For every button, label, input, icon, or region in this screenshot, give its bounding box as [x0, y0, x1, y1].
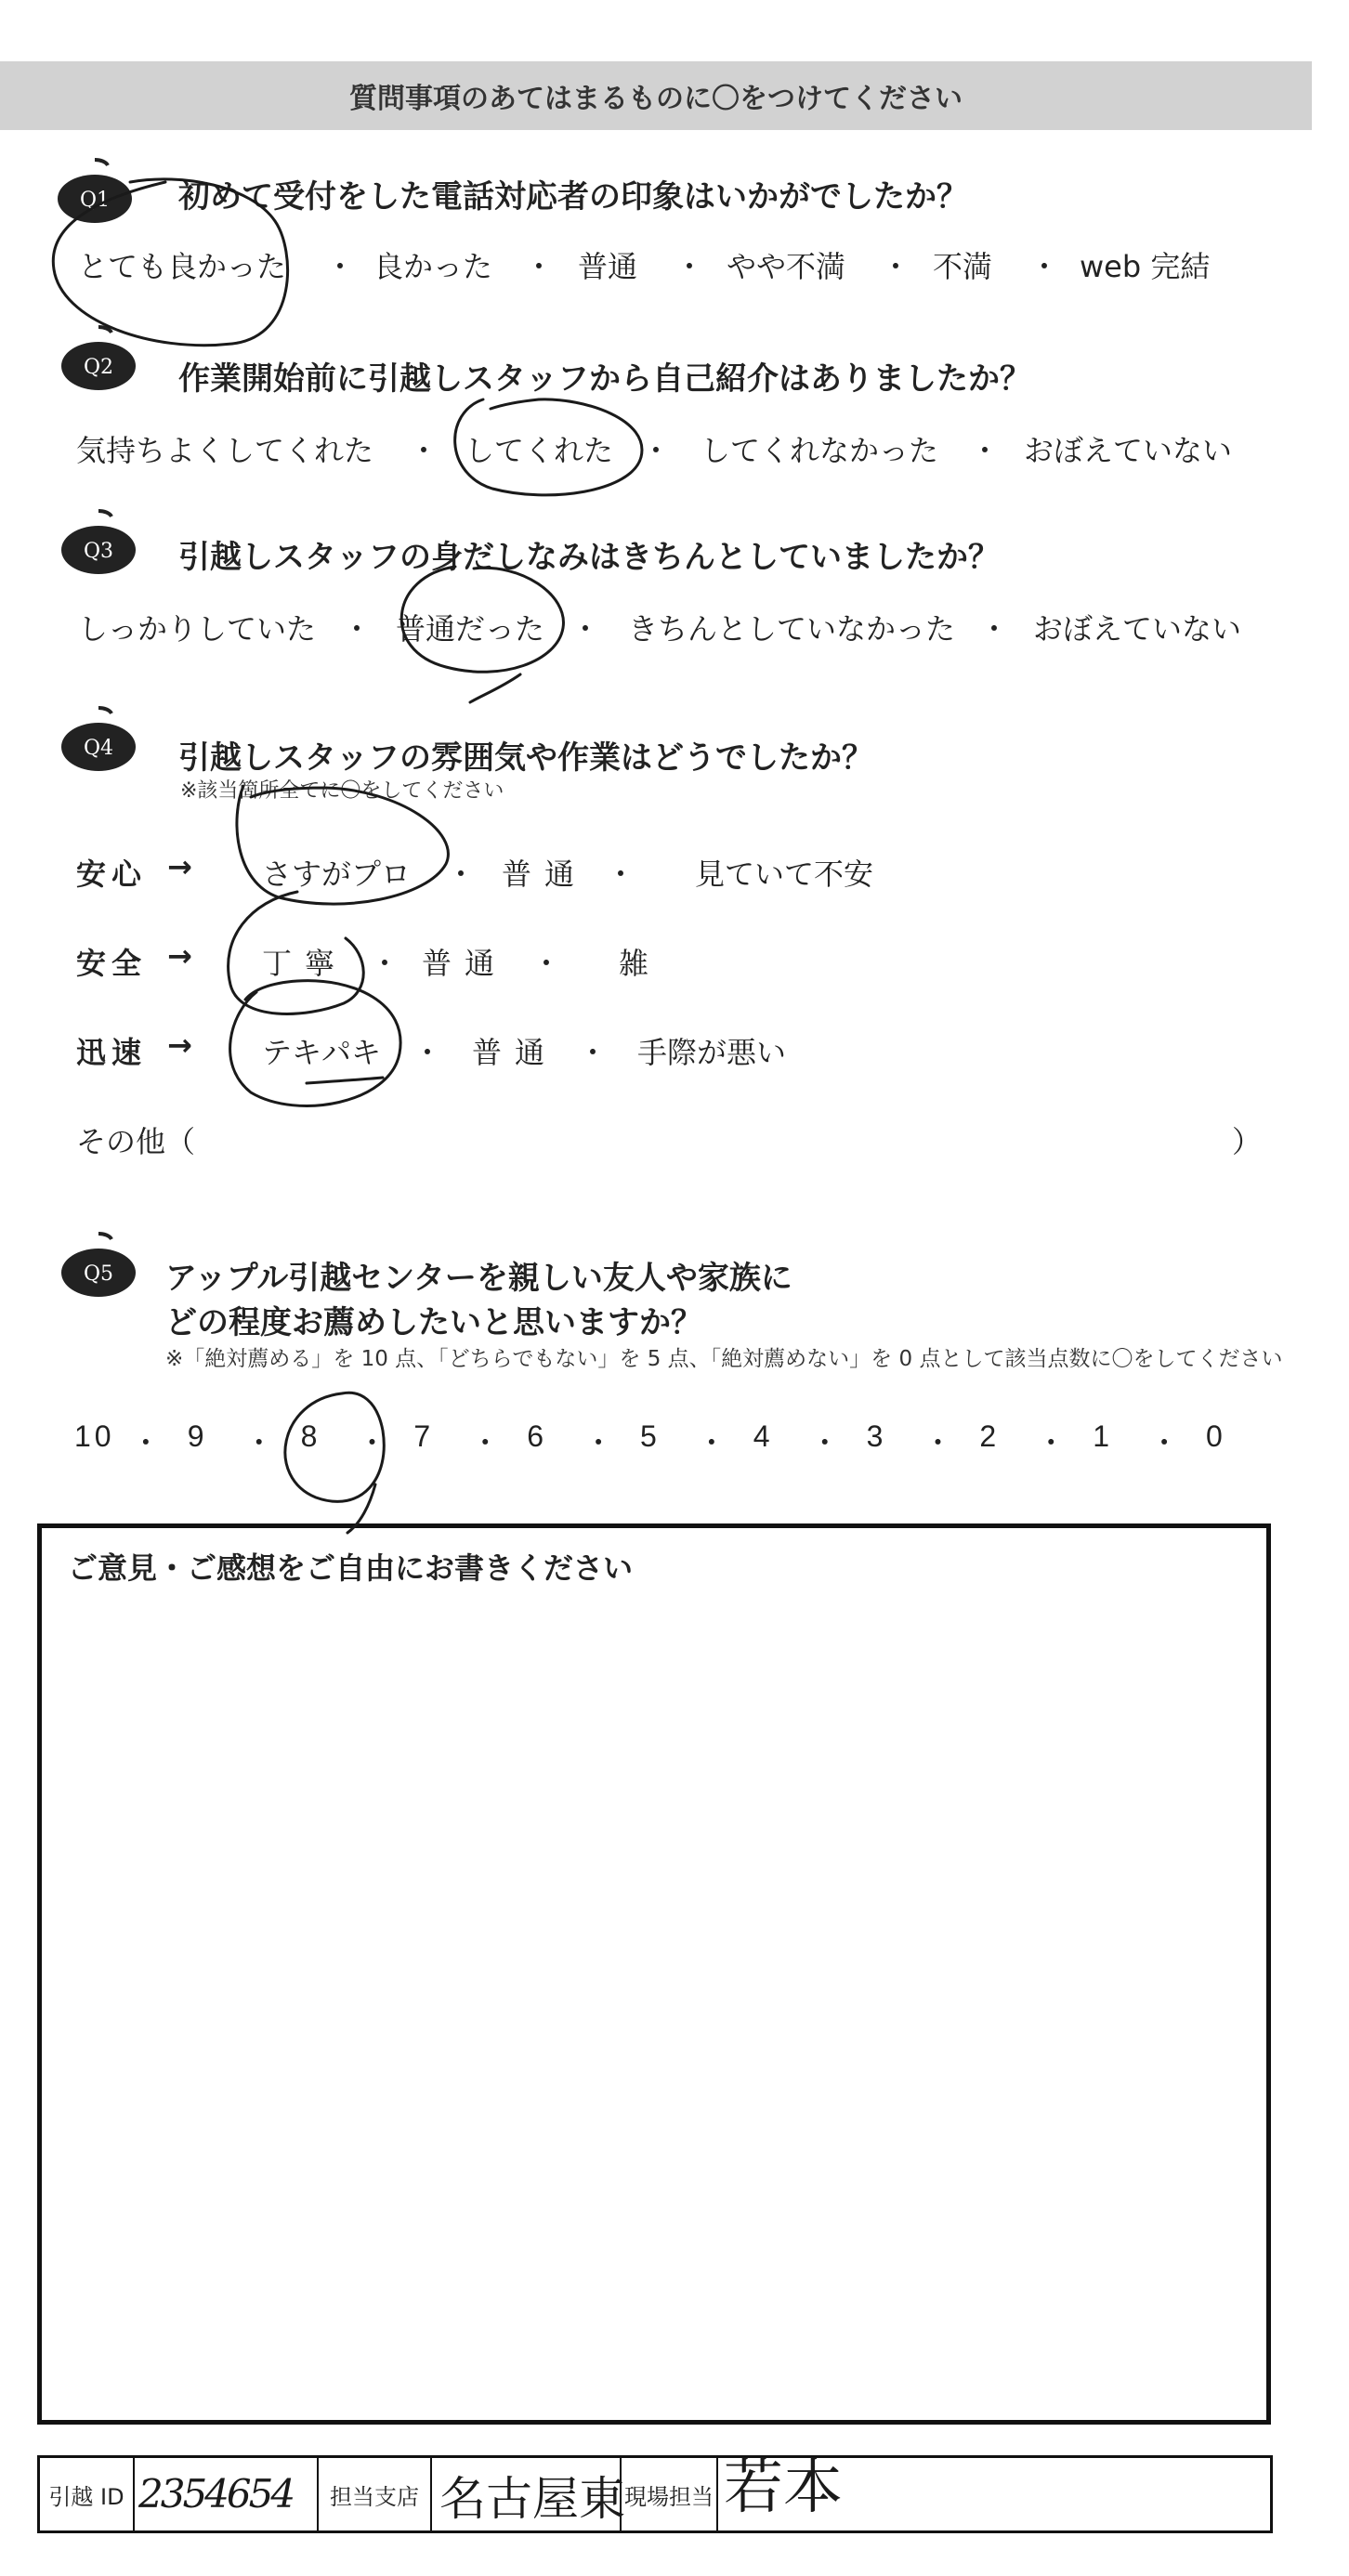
q5-score-6[interactable]: 6: [527, 1419, 547, 1453]
q3-option-3[interactable]: きちんとしていなかった: [628, 611, 956, 647]
q4-row-label-anshin: 安心: [76, 856, 148, 892]
survey-header: [0, 61, 1312, 130]
q5-note: ※「絶対薦める」を 10 点、「どちらでもない」を 5 点、「絶対薦めない」を 0 点として該当点数に〇をしてください: [165, 1347, 1283, 1371]
separator-dot: ・: [696, 1425, 727, 1460]
separator-dot: ・: [325, 249, 356, 284]
q4-badge-icon: [58, 706, 139, 773]
q5-score-0[interactable]: 0: [1206, 1419, 1226, 1453]
staff-value-cell[interactable]: [718, 2453, 1270, 2530]
move-id-value: 2354654: [138, 2471, 294, 2517]
separator-dot: ・: [674, 249, 705, 284]
arrow-right-icon: →: [167, 849, 198, 884]
q5-selection-circle: [285, 1393, 384, 1533]
separator-dot: ・: [524, 249, 555, 284]
q1-badge-icon: [54, 158, 136, 225]
q4-row-label-anzen: 安全: [76, 946, 148, 981]
q2-option-4[interactable]: おぼえていない: [1024, 433, 1233, 468]
q5-score-10[interactable]: 10: [74, 1419, 115, 1453]
move-id-label: 引越 ID: [40, 2458, 135, 2530]
q4-row3-option-1[interactable]: テキパキ: [262, 1035, 382, 1070]
footer-info-table: [37, 2455, 1273, 2533]
q4-other-close: ）: [1232, 1124, 1263, 1159]
separator-dot: ・: [583, 1425, 614, 1460]
q2-option-2[interactable]: してくれた: [465, 433, 614, 468]
q5-score-5[interactable]: 5: [640, 1419, 661, 1453]
q4-row1-option-1[interactable]: さすがプロ: [262, 856, 412, 892]
q4-other-label: その他（: [76, 1124, 196, 1159]
q2-question: 作業開始前に引越しスタッフから自己紹介はありましたか？: [178, 360, 1031, 398]
q2-badge-icon: [58, 325, 139, 392]
separator-dot: ・: [1036, 1425, 1067, 1460]
q1-option-6[interactable]: web 完結: [1080, 249, 1211, 284]
q1-option-2[interactable]: 良かった: [373, 249, 493, 284]
move-id-value-cell[interactable]: [135, 2458, 319, 2530]
q1-option-1[interactable]: とても良かった: [78, 249, 287, 284]
q5-score-8[interactable]: 8: [300, 1419, 321, 1453]
q4-badge-text: Q4: [83, 737, 114, 760]
q4-row2-option-2[interactable]: 普通: [422, 946, 508, 981]
q5-score-7[interactable]: 7: [413, 1419, 435, 1453]
comments-text[interactable]: [68, 1602, 1240, 2394]
separator-dot: ・: [446, 856, 477, 892]
q4-row-label-jinsoku: 迅速: [76, 1035, 148, 1070]
q5-score-9[interactable]: 9: [187, 1419, 208, 1453]
q5-question-line1: アップル引越センターを親しい友人や家族に: [165, 1260, 792, 1297]
separator-dot: ・: [1029, 249, 1060, 284]
branch-label: 担当支店: [319, 2458, 432, 2530]
separator-dot: ・: [130, 1425, 161, 1460]
separator-dot: ・: [342, 611, 373, 647]
arrow-right-icon: →: [167, 938, 198, 974]
q4-row3-option-3[interactable]: 手際が悪い: [637, 1035, 787, 1070]
q4-row1-option-2[interactable]: 普通: [502, 856, 588, 892]
staff-value: 若本: [724, 2453, 843, 2522]
q5-badge-icon: [58, 1232, 139, 1299]
q4-row2-option-1[interactable]: 丁寧: [262, 946, 348, 981]
q1-option-4[interactable]: やや不満: [727, 249, 846, 284]
q4-question: 引越しスタッフの雰囲気や作業はどうでしたか？: [178, 739, 873, 777]
survey-header-title: 質問事項のあてはまるものに〇をつけてください: [349, 83, 963, 115]
q5-score-2[interactable]: 2: [979, 1419, 1001, 1453]
staff-label: 現場担当: [622, 2458, 718, 2530]
q4-note: ※該当箇所全てに〇をしてください: [180, 779, 504, 803]
separator-dot: ・: [243, 1425, 274, 1460]
q3-option-2[interactable]: 普通だった: [396, 611, 545, 647]
comments-box[interactable]: [37, 1523, 1271, 2425]
separator-dot: ・: [413, 1035, 443, 1070]
q4-row3-option-2[interactable]: 普通: [472, 1035, 558, 1070]
q2-badge-text: Q2: [83, 356, 114, 379]
separator-dot: ・: [409, 433, 439, 468]
arrow-right-icon: →: [167, 1027, 198, 1063]
q1-option-3[interactable]: 普通: [578, 249, 638, 284]
separator-dot: ・: [809, 1425, 840, 1460]
q3-question: 引越しスタッフの身だしなみはきちんとしていましたか？: [178, 539, 1000, 576]
q3-option-1[interactable]: しっかりしていた: [78, 611, 317, 647]
separator-dot: ・: [979, 611, 1010, 647]
separator-dot: ・: [881, 249, 911, 284]
q5-question-line2: どの程度お薦めしたいと思いますか？: [165, 1304, 702, 1341]
separator-dot: ・: [578, 1035, 609, 1070]
branch-value-cell[interactable]: [432, 2458, 625, 2530]
separator-dot: ・: [970, 433, 1001, 468]
separator-dot: ・: [370, 946, 400, 981]
q5-score-4[interactable]: 4: [753, 1419, 774, 1453]
q1-question: 初めて受付をした電話対応者の印象はいかがでしたか？: [178, 178, 968, 216]
separator-dot: ・: [470, 1425, 501, 1460]
separator-dot: ・: [641, 433, 672, 468]
separator-dot: ・: [570, 611, 601, 647]
comments-title: ご意見・ご感想をご自由にお書きください: [68, 1550, 634, 1586]
q5-badge-text: Q5: [83, 1262, 114, 1286]
q3-badge-icon: [58, 509, 139, 576]
separator-dot: ・: [606, 856, 636, 892]
q3-badge-text: Q3: [83, 540, 114, 563]
q1-badge-text: Q1: [79, 189, 111, 212]
separator-dot: ・: [1149, 1425, 1180, 1460]
branch-value: 名古屋東: [439, 2472, 625, 2526]
separator-dot: ・: [357, 1425, 387, 1460]
separator-dot: ・: [923, 1425, 953, 1460]
q4-row1-option-3[interactable]: 見ていて不安: [695, 856, 874, 892]
q4-row2-option-3[interactable]: 雑: [619, 946, 649, 981]
q2-option-3[interactable]: してくれなかった: [701, 433, 939, 468]
q5-score-3[interactable]: 3: [866, 1419, 887, 1453]
q3-option-4[interactable]: おぼえていない: [1033, 611, 1242, 647]
q5-score-1[interactable]: 1: [1093, 1419, 1113, 1453]
q1-option-5[interactable]: 不満: [933, 249, 993, 284]
q2-option-1[interactable]: 気持ちよくしてくれた: [76, 433, 374, 468]
separator-dot: ・: [531, 946, 562, 981]
